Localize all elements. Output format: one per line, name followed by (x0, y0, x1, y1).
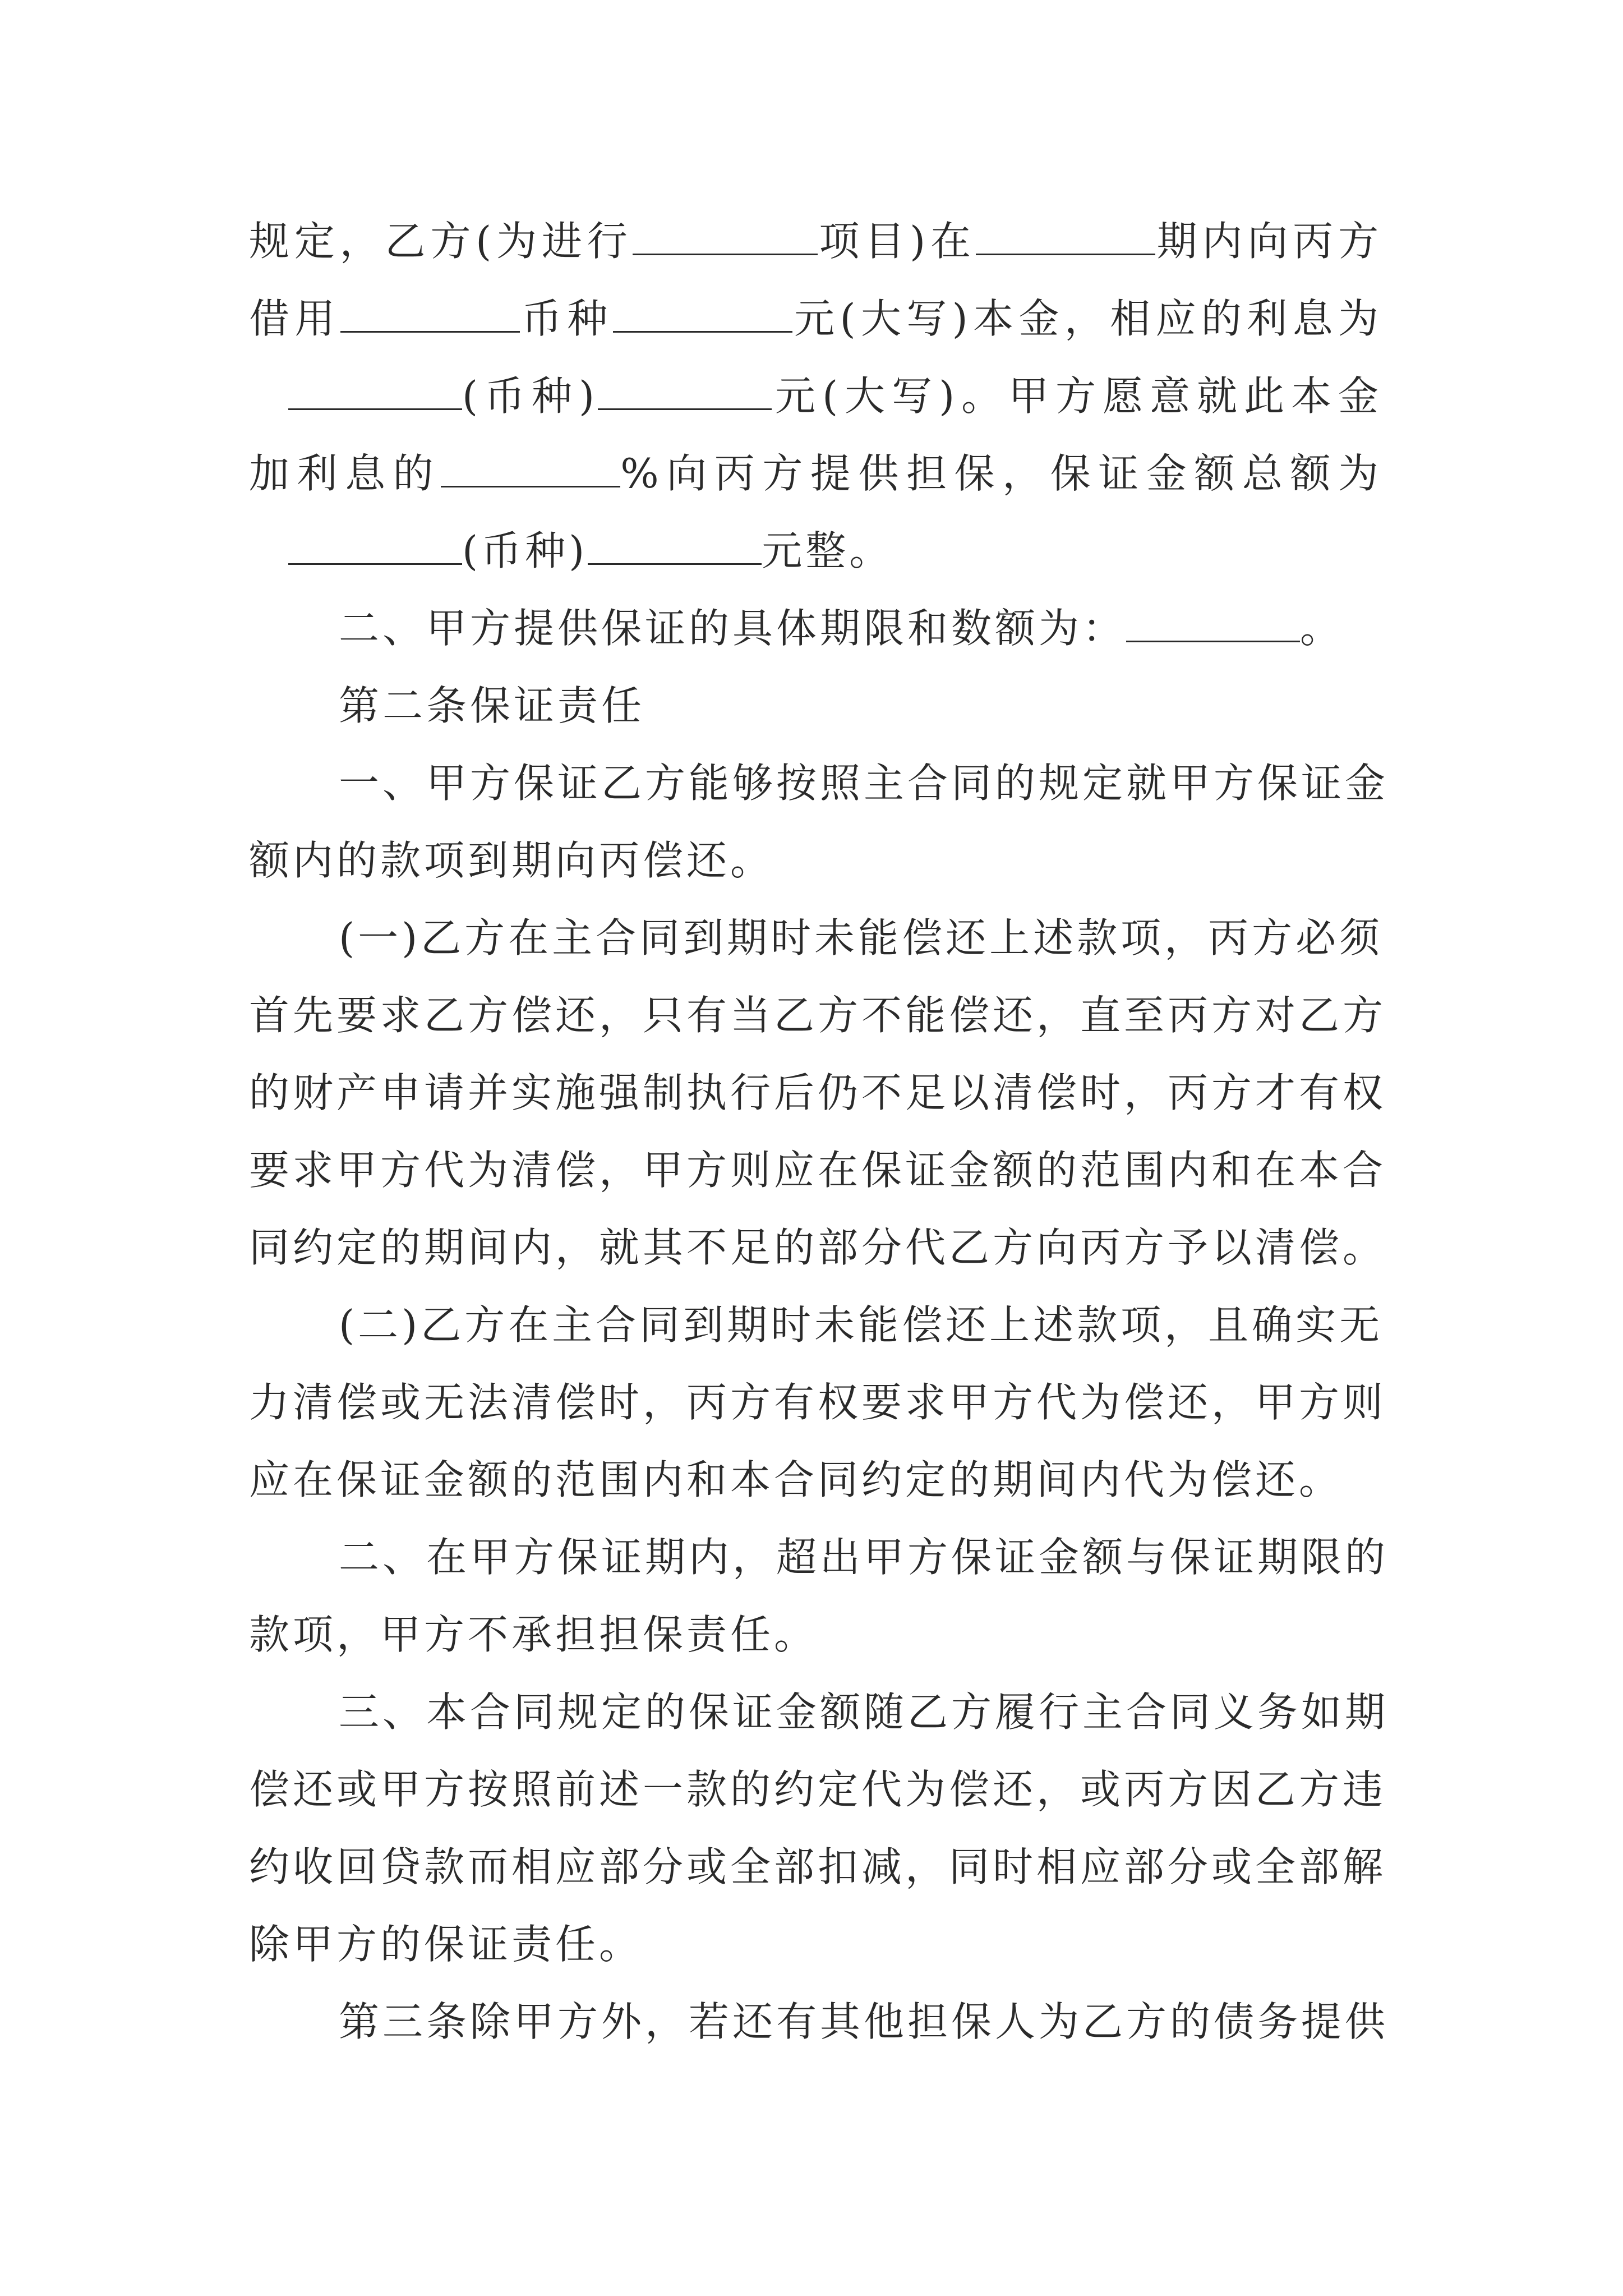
text-segment: 规定，乙方(为进行 (249, 218, 633, 265)
text-segment: 币种 (519, 295, 613, 342)
fill-blank[interactable] (588, 559, 762, 565)
fill-blank[interactable] (613, 327, 792, 333)
text-segment: 元整。 (762, 527, 893, 574)
fill-blank[interactable] (1126, 637, 1300, 642)
paragraph-line: (二)乙方在主合同到期时未能偿还上述款项，且确实无 (339, 1301, 1384, 1349)
text-segment: %向丙方提供担保，保证金额总额为 (620, 450, 1382, 497)
text-segment: 元(大写)本金，相应的利息为 (792, 295, 1382, 342)
paragraph-line: 二、在甲方保证期内，超出甲方保证金额与保证期限的 (339, 1534, 1389, 1581)
paragraph-line: 要求甲方代为清偿，甲方则应在保证金额的范围内和在本合 (249, 1147, 1387, 1194)
paragraph-line: 应在保证金额的范围内和本合同约定的期间内代为偿还。 (249, 1456, 1343, 1503)
paragraph-line: 第三条除甲方外，若还有其他担保人为乙方的债务提供 (339, 1998, 1389, 2045)
text-segment: 元(大写)。甲方愿意就此本金 (772, 372, 1382, 420)
paragraph-line (249, 362, 1382, 430)
paragraph-line: 的财产申请并实施强制执行后仍不足以清偿时，丙方才有权 (249, 1069, 1387, 1116)
fill-blank[interactable] (288, 404, 462, 410)
section-heading: 第二条保证责任 (339, 682, 645, 729)
paragraph-line: 力清偿或无法清偿时，丙方有权要求甲方代为偿还，甲方则 (249, 1379, 1387, 1426)
paragraph-line: 一、甲方保证乙方能够按照主合同的规定就甲方保证金 (339, 760, 1389, 807)
text-segment: 二、甲方提供保证的具体期限和数额为： (339, 605, 1127, 652)
paragraph-line (249, 440, 1382, 507)
paragraph-line (249, 517, 893, 585)
paragraph-line: 额内的款项到期向丙偿还。 (249, 837, 774, 884)
text-segment: 借用 (249, 295, 340, 342)
paragraph-line: 约收回贷款而相应部分或全部扣减，同时相应部分或全部解 (249, 1843, 1387, 1890)
paragraph-line (249, 208, 1382, 275)
paragraph-line: 除甲方的保证责任。 (249, 1921, 643, 1968)
paragraph-line (249, 595, 1344, 662)
text-segment: (币种) (462, 527, 588, 574)
text-segment: 加利息的 (249, 450, 441, 497)
paragraph-line (249, 285, 1382, 352)
fill-blank[interactable] (340, 327, 520, 333)
fill-blank[interactable] (598, 404, 772, 410)
fill-blank[interactable] (976, 250, 1155, 255)
fill-blank[interactable] (441, 482, 620, 487)
paragraph-line: (一)乙方在主合同到期时未能偿还上述款项，丙方必须 (339, 914, 1384, 961)
paragraph-line: 偿还或甲方按照前述一款的约定代为偿还，或丙方因乙方违 (249, 1766, 1387, 1813)
text-segment: (币种) (462, 372, 598, 420)
text-segment: 期内向丙方 (1155, 218, 1382, 265)
paragraph-line: 同约定的期间内，就其不足的部分代乙方向丙方予以清偿。 (249, 1224, 1387, 1271)
text-segment: 项目)在 (817, 218, 976, 265)
paragraph-line: 三、本合同规定的保证金额随乙方履行主合同义务如期 (339, 1688, 1389, 1736)
fill-blank[interactable] (288, 559, 462, 565)
paragraph-line: 款项，甲方不承担担保责任。 (249, 1611, 818, 1658)
text-segment: 。 (1300, 605, 1344, 652)
fill-blank[interactable] (633, 250, 818, 255)
paragraph-line: 首先要求乙方偿还，只有当乙方不能偿还，直至丙方对乙方 (249, 992, 1387, 1039)
